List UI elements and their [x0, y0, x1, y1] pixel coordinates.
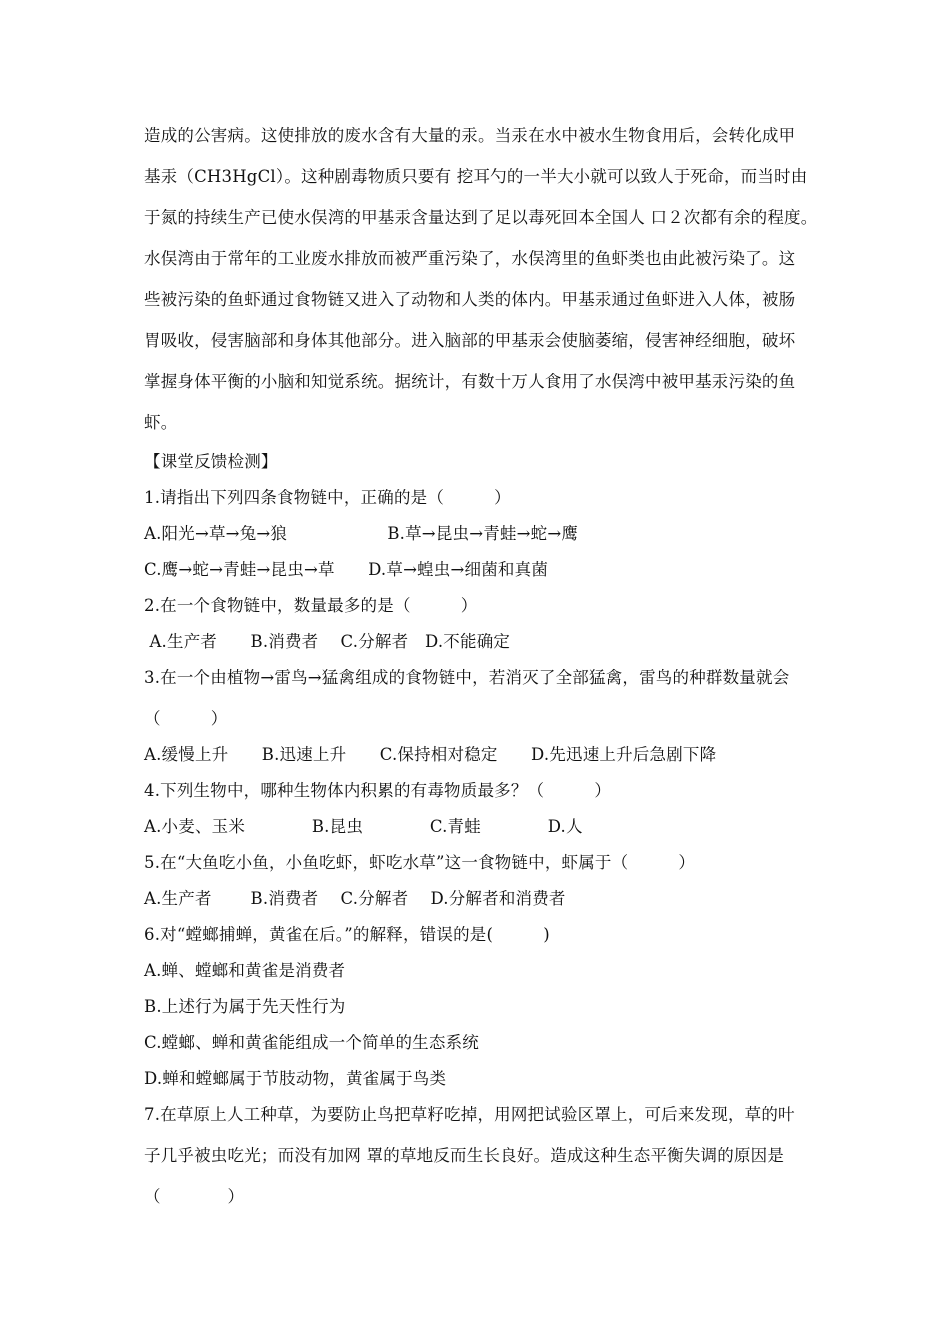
paragraph-line: 虾。 [144, 413, 178, 432]
answer-option: B.上述行为属于先天性行为 [144, 997, 346, 1016]
paragraph-line: 水俣湾由于常年的工业废水排放而被严重污染了，水俣湾里的鱼虾类也由此被污染了。这 [144, 249, 796, 268]
paragraph-line: 些被污染的鱼虾通过食物链又进入了动物和人类的体内。甲基汞通过鱼虾进入人体，被肠 [144, 290, 796, 309]
answer-options: A.生产者 B.消费者 C.分解者 D.不能确定 [144, 632, 511, 651]
question-text: 5.在“大鱼吃小鱼，小鱼吃虾，虾吃水草”这一食物链中，虾属于（ ） [144, 853, 696, 872]
paragraph-line: 基汞（CH3HgCl）。这种剧毒物质只要有 挖耳勺的一半大小就可以致人于死命，而当时由 [144, 167, 808, 186]
paragraph-line: 于氮的持续生产已使水俣湾的甲基汞含量达到了足以毒死回本全国人 口２次都有余的程度。 [144, 208, 818, 227]
answer-options: A.生产者 B.消费者 C.分解者 D.分解者和消费者 [144, 889, 566, 908]
paragraph-line: 掌握身体平衡的小脑和知觉系统。据统计，有数十万人食用了水俣湾中被甲基汞污染的鱼 [144, 372, 796, 391]
question-text: 3.在一个由植物→雷鸟→猛禽组成的食物链中，若消灭了全部猛禽，雷鸟的种群数量就会 [144, 668, 790, 687]
paragraph-line: 胃吸收，侵害脑部和身体其他部分。进入脑部的甲基汞会使脑萎缩，侵害神经细胞，破坏 [144, 331, 796, 350]
answer-blank: （ ） [144, 1187, 245, 1206]
answer-options: A.缓慢上升 B.迅速上升 C.保持相对稳定 D.先迅速上升后急剧下降 [144, 745, 717, 764]
question-text: 6.对“螳螂捕蝉，黄雀在后。”的解释，错误的是( ) [144, 925, 550, 944]
answer-option: A.蝉、螳螂和黄雀是消费者 [144, 961, 346, 980]
answer-options: A.阳光→草→兔→狼 B.草→昆虫→青蛙→蛇→鹰 [144, 524, 579, 543]
answer-option: D.蝉和螳螂属于节肢动物，黄雀属于鸟类 [144, 1069, 447, 1088]
question-text: 2.在一个食物链中，数量最多的是（ ） [144, 596, 478, 615]
question-text: 4.下列生物中，哪种生物体内积累的有毒物质最多？（ ） [144, 781, 612, 800]
answer-blank: （ ） [144, 709, 228, 728]
paragraph-line: 造成的公害病。这使排放的废水含有大量的汞。当汞在水中被水生物食用后，会转化成甲 [144, 126, 796, 145]
answer-options: C.鹰→蛇→青蛙→昆虫→草 D.草→蝗虫→细菌和真菌 [144, 560, 549, 579]
question-text: 子几乎被虫吃光；而没有加网 罩的草地反而生长良好。造成这种生态平衡失调的原因是 [144, 1146, 785, 1165]
question-text: 1.请指出下列四条食物链中，正确的是（ ） [144, 488, 511, 507]
answer-options: A.小麦、玉米 B.昆虫 C.青蛙 D.人 [144, 817, 583, 836]
section-heading: 【课堂反馈检测】 [144, 452, 278, 471]
answer-option: C.螳螂、蝉和黄雀能组成一个简单的生态系统 [144, 1033, 479, 1052]
question-text: 7.在草原上人工种草，为要防止鸟把草籽吃掉，用网把试验区罩上，可后来发现，草的叶 [144, 1105, 795, 1124]
